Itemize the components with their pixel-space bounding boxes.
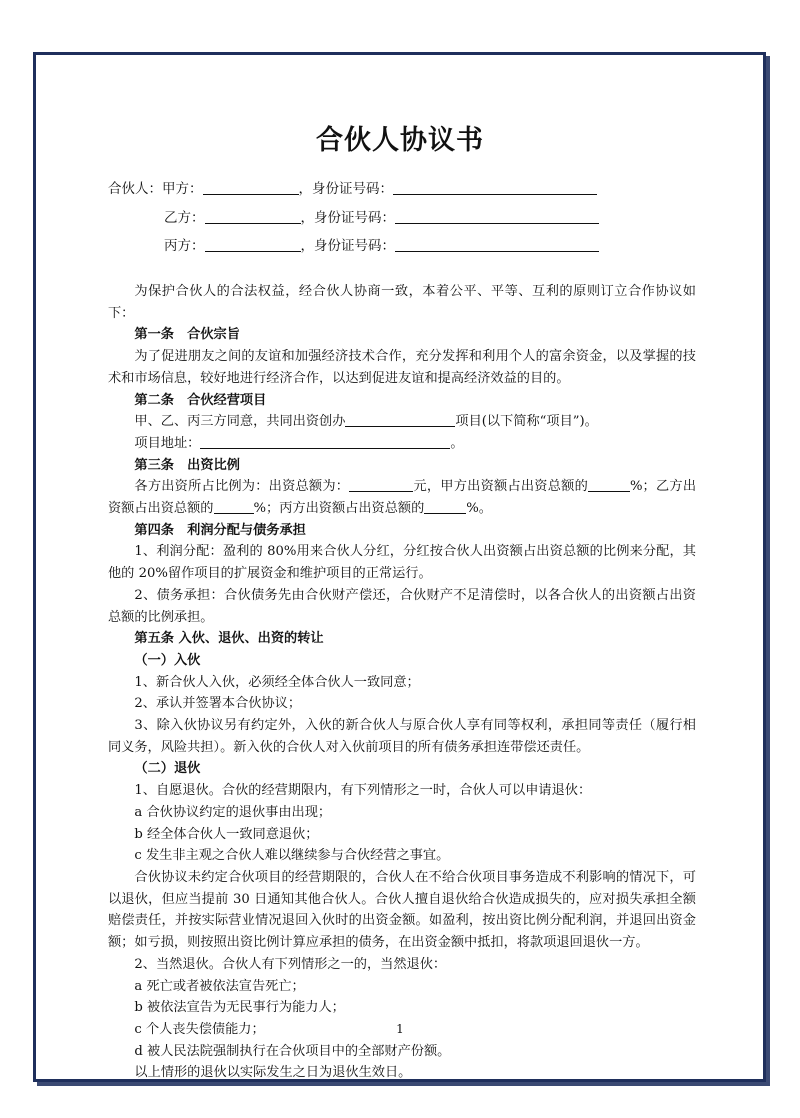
automatic-item: b 被依法宣告为无民事行为能力人； [134,1000,345,1016]
voluntary-item: a 合伙协议约定的退伙事由出现； [134,804,332,820]
partner-a-name-field[interactable] [203,180,299,195]
partner-prefix: 合伙人： [108,181,162,197]
article5-heading: 第五条 入伙、退伙、出资的转让 [134,631,324,647]
partner-a-label: 甲方： [162,181,203,197]
voluntary-withdraw: 1、自愿退伙。合伙的经营期限内，有下列情形之一时，合伙人可以申请退伙： [134,783,592,799]
article4-debt: 2、债务承担：合伙债务先由合伙财产偿还，合伙财产不足清偿时，以各合伙人的出资额占出资总额的比例承担。 [108,587,696,625]
project-address-line [108,433,696,455]
partner-b-name-field[interactable] [205,209,301,224]
voluntary-note: 合伙协议未约定合伙项目的经营期限的，合伙人在不给合伙项目事务造成不利影响的情况下，可以退伙，但应当提前 30 日通知其他合伙人。合伙人擅自退伙给合伙造成损失的，应对损失承担全额赔偿责任，并按实际营业情况退回入伙时的出资金额。如盈利，按出资比例分配利润，并退回出资金额；如亏损，则按照出资比例计算应承担的债务，在出资金额中抵扣，将款项退回退伙一方。 [108,869,696,951]
article1-text: 为了促进朋友之间的友谊和加强经济技术合作，充分发挥和利用个人的富余资金，以及掌握的技术和市场信息，较好地进行经济合作，以达到促进友谊和提高经济效益的目的。 [108,349,696,386]
partner-c-id-field[interactable] [395,237,599,252]
join-heading: （一）入伙 [134,652,201,668]
article3-heading: 第三条 出资比例 [134,457,240,473]
article3-t4: %；丙方出资额占出资总额的 [253,501,425,517]
party-b-share-field[interactable] [214,500,254,514]
partner-a-id-label: ，身份证号码： [298,181,393,197]
partner-c-label: 丙方： [164,238,205,254]
article3-t3: %；乙方出资额占出资总额的 [108,479,697,517]
join-item: 3、除入伙协议另有约定外，入伙的新合伙人与原合伙人享有同等权利，承担同等责任（履行相同义务，风险共担）。新入伙的合伙人对入伙前项目的所有债务承担连带偿还责任。 [108,718,696,755]
voluntary-item: c 发生非主观之合伙人难以继续参与合伙经营之事宜。 [134,848,450,864]
intro-paragraph: 为保护合伙人的合法权益，经合伙人协商一致，本着公平、平等、互利的原则订立合作协议如下： [108,284,696,321]
partner-b-id-label: ，身份证号码： [300,210,395,226]
article4-profit: 1、利润分配：盈利的 80%用来合伙人分红，分红按合伙人出资额占出资总额的比例来分配，其他的 20%留作项目的扩展资金和维护项目的正常运行。 [108,544,696,582]
article3-text [108,476,696,519]
automatic-item: d 被人民法院强制执行在合伙项目中的全部财产份额。 [134,1043,451,1059]
project-address-field[interactable] [200,435,450,449]
partner-a-id-field[interactable] [393,180,597,195]
join-item: 1、新合伙人入伙，必须经全体合伙人一致同意； [134,674,420,690]
partner-c-id-label: ，身份证号码： [300,238,395,254]
article3-t2: 元，甲方出资额占出资总额的 [413,479,589,495]
article2-text-a: 甲、乙、丙三方同意，共同出资创办 [134,414,346,430]
partner-row-a [108,177,597,197]
article1-heading: 第一条 合伙宗旨 [134,327,240,343]
partner-b-label: 乙方： [164,210,205,226]
article2-heading: 第二条 合伙经营项目 [134,392,267,408]
automatic-item: a 死亡或者被依法宣告死亡； [134,978,305,994]
automatic-withdraw: 2、当然退伙。合伙人有下列情形之一的，当然退伙： [134,956,447,972]
party-c-share-field[interactable] [424,500,466,514]
article4-heading: 第四条 利润分配与债务承担 [134,522,306,538]
partner-row-c [164,234,599,254]
total-capital-field[interactable] [349,478,413,492]
join-item: 2、承认并签署本合伙协议； [134,696,302,712]
agreement-body [108,281,696,1084]
project-name-field[interactable] [345,413,455,427]
document-title: 合伙人协议书 [316,125,484,156]
article3-t1: 各方出资所占比例为：出资总额为： [134,479,350,495]
withdraw-heading: （二）退伙 [134,761,201,777]
withdraw-effective-date: 以上情形的退伙以实际发生之日为退伙生效日。 [134,1065,412,1081]
project-address-label: 项目地址： [134,435,201,451]
project-address-end: 。 [450,435,464,451]
party-a-share-field[interactable] [588,478,630,492]
voluntary-item: b 经全体合伙人一致同意退伙； [134,826,319,842]
article3-t5: %。 [466,501,492,517]
partner-row-b [164,206,599,226]
partner-c-name-field[interactable] [205,237,301,252]
automatic-item: c 个人丧失偿债能力； [134,1021,265,1037]
article2-text [108,411,696,433]
article2-text-b: 项目(以下简称“项目”)。 [455,414,598,430]
partner-b-id-field[interactable] [395,209,599,224]
page-number: 1 [396,1022,404,1036]
